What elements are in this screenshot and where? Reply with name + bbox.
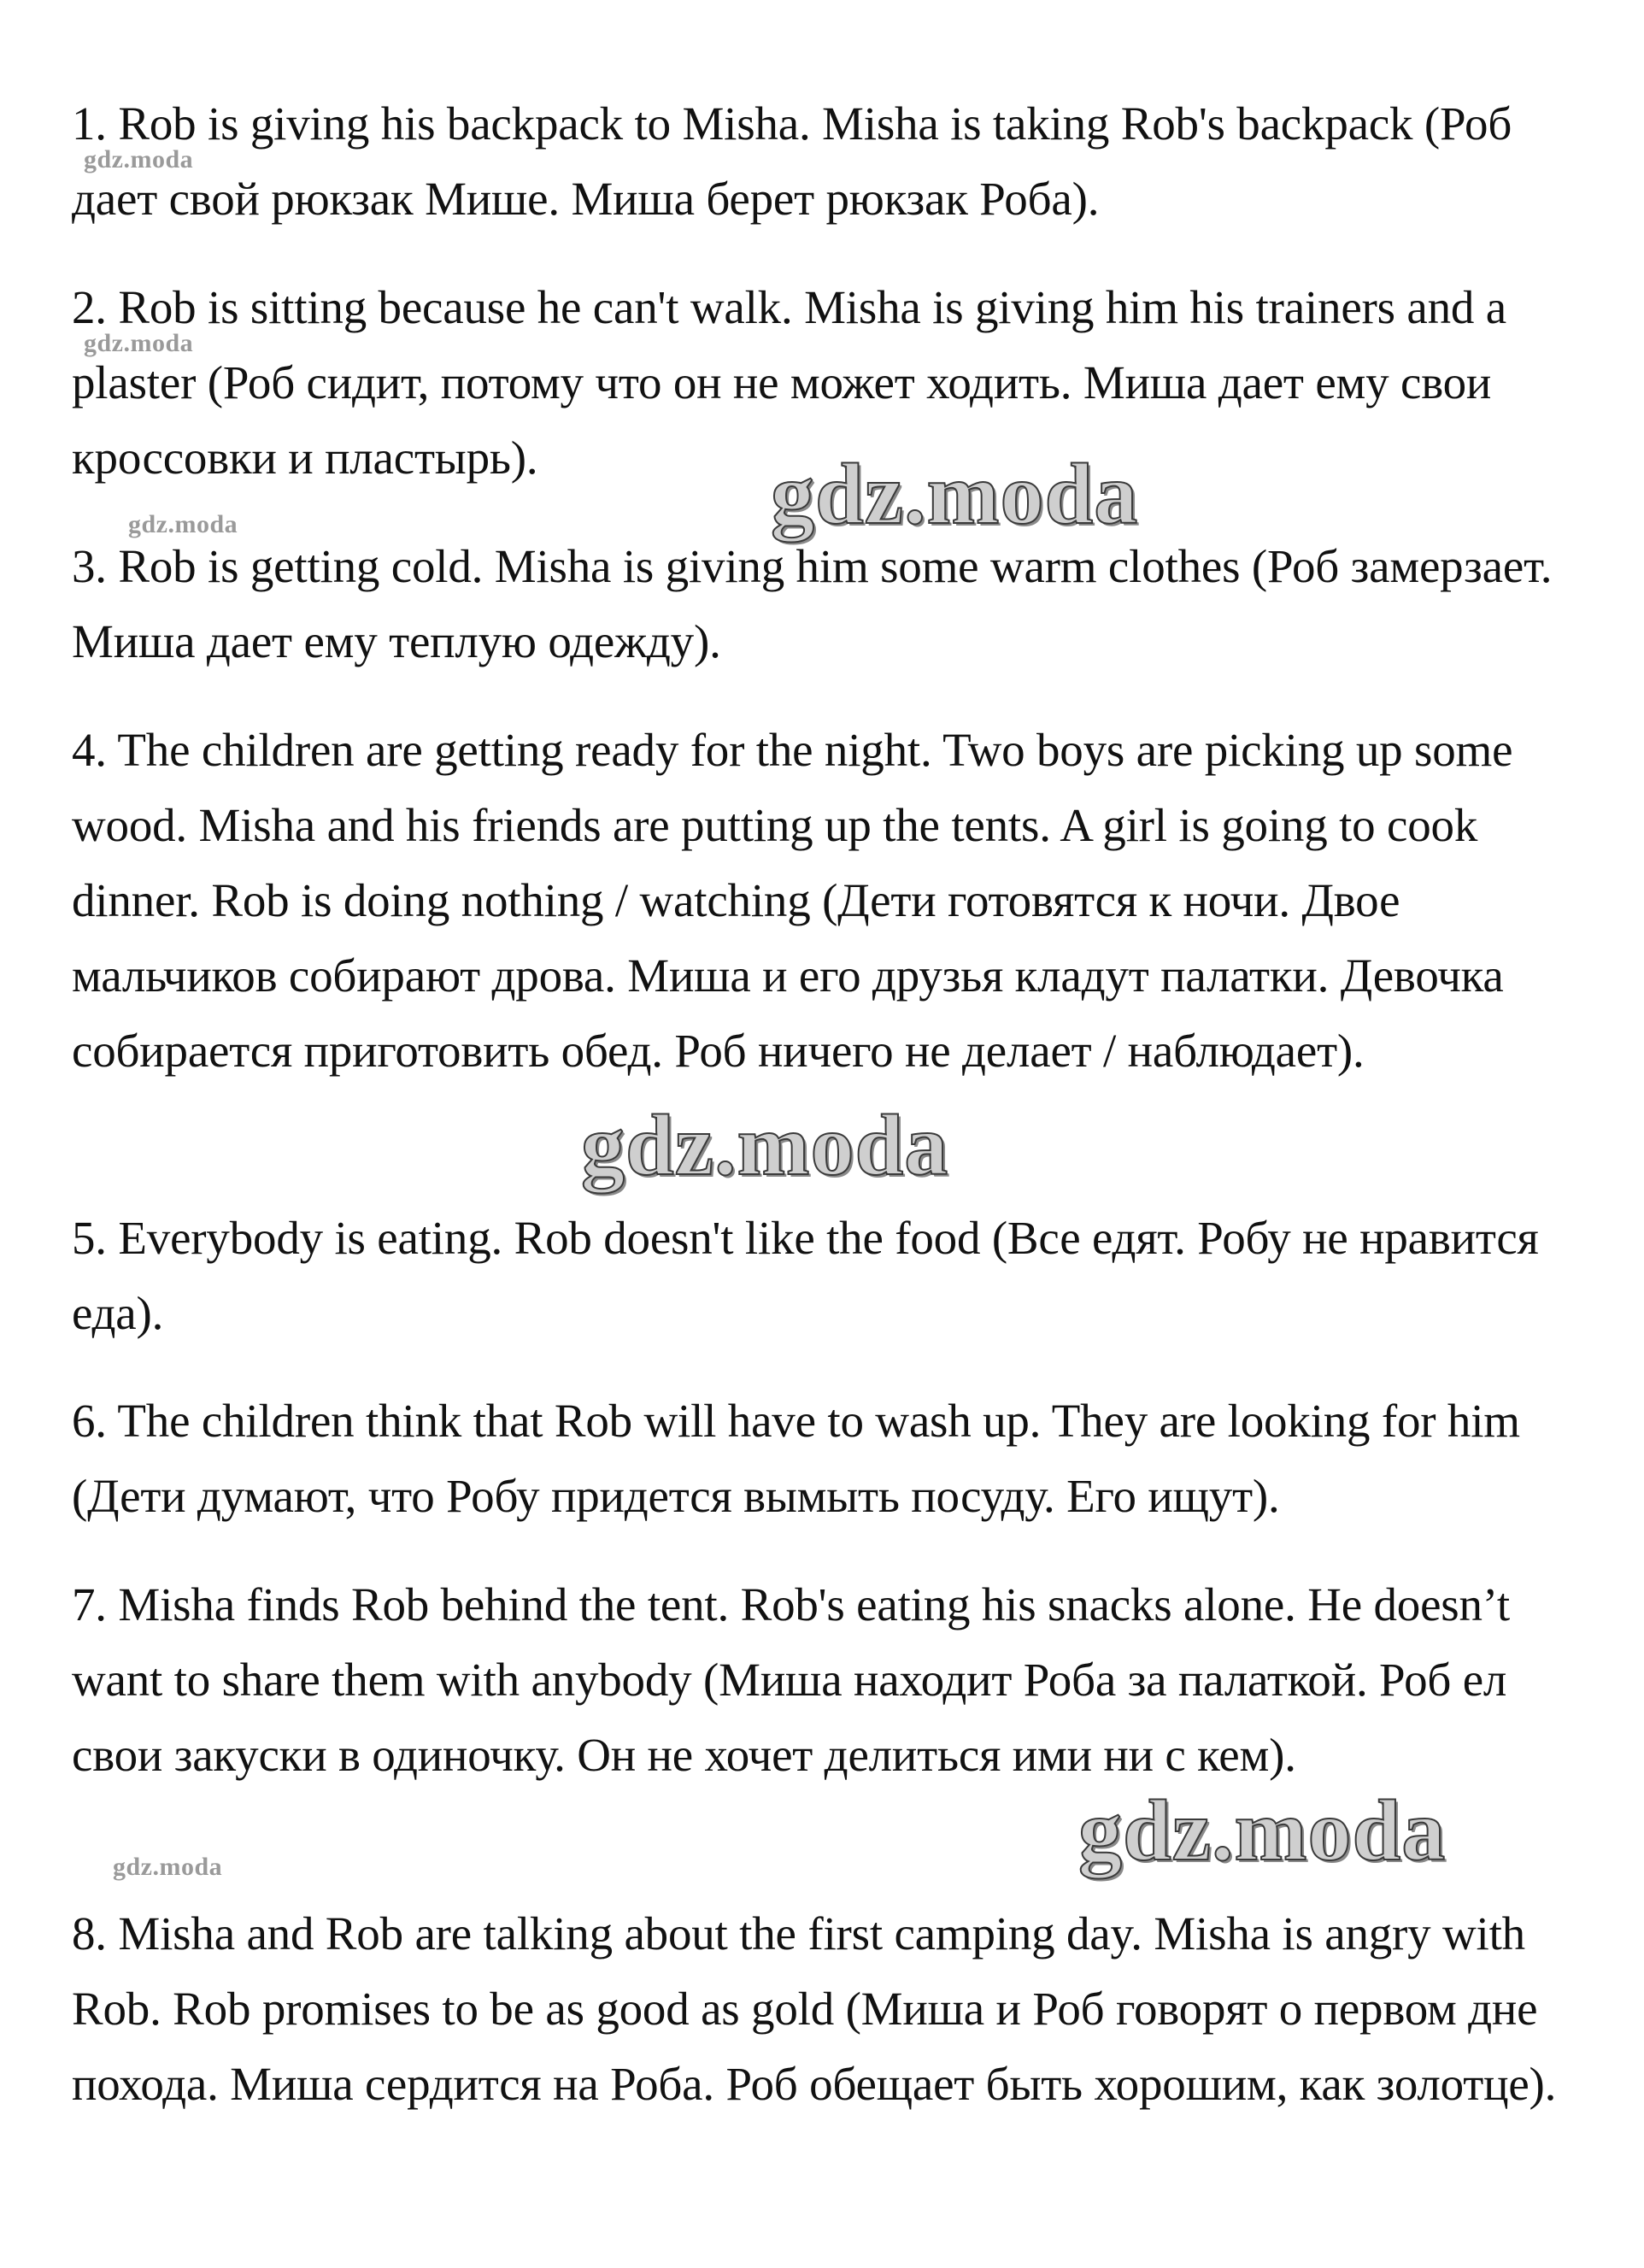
watermark-small: gdz.moda: [113, 1853, 223, 1881]
answer-paragraph-5: 5. Everybody is eating. Rob doesn't like the food (Все едят. Робу не нравится еда).: [72, 1212, 1539, 1339]
answer-paragraph-8: 8. Misha and Rob are talking about the first camping day. Misha is angry with Rob. Rob promises to be as good as gold (Миша и Роб говорят о первом дне похода. Миша сердится на Роба. Роб обещает быть хорошим, как золотце).: [72, 1907, 1557, 2110]
watermark-large: gdz.moda: [1078, 1783, 1447, 1879]
watermark-large: gdz.moda: [581, 1097, 949, 1194]
answer-paragraph-2: 2. Rob is sitting because he can't walk. Misha is giving him his trainers and a plaster (Роб сидит, потому что он не может ходить. Миша дает ему свои кроссовки и пластырь).: [72, 281, 1506, 484]
answer-paragraph-6: 6. The children think that Rob will have to wash up. They are looking for him (Дети думают, что Робу придется вымыть посуду. Его ищут).: [72, 1395, 1520, 1522]
watermark-small: gdz.moda: [84, 329, 194, 357]
answer-paragraph-4: 4. The children are getting ready for the night. Two boys are picking up some wood. Misha and his friends are putting up the tents. A girl is going to cook dinner. Rob is doing nothing / watching (Дети готовятся к ночи. Двое мальчиков собирают дрова. Миша и его друзья кладут палатки. Девочка собирается приготовить обед. Роб ничего не делает / наблюдает).: [72, 724, 1513, 1077]
watermark-small: gdz.moda: [128, 510, 238, 538]
answer-paragraph-1: 1. Rob is giving his backpack to Misha. Misha is taking Rob's backpack (Роб дает свой рюкзак Мише. Миша берет рюкзак Роба).: [72, 97, 1512, 225]
watermark-small: gdz.moda: [84, 145, 194, 173]
answer-paragraph-7: 7. Misha finds Rob behind the tent. Rob's eating his snacks alone. He doesn’t want to share them with anybody (Миша находит Роба за палаткой. Роб ел свои закуски в одиночку. Он не хочет делиться ими ни с кем).: [72, 1578, 1510, 1781]
watermark-large: gdz.moda: [771, 446, 1139, 543]
answer-paragraph-3: 3. Rob is getting cold. Misha is giving him some warm clothes (Роб замерзает. Миша дает ему теплую одежду).: [72, 540, 1553, 667]
